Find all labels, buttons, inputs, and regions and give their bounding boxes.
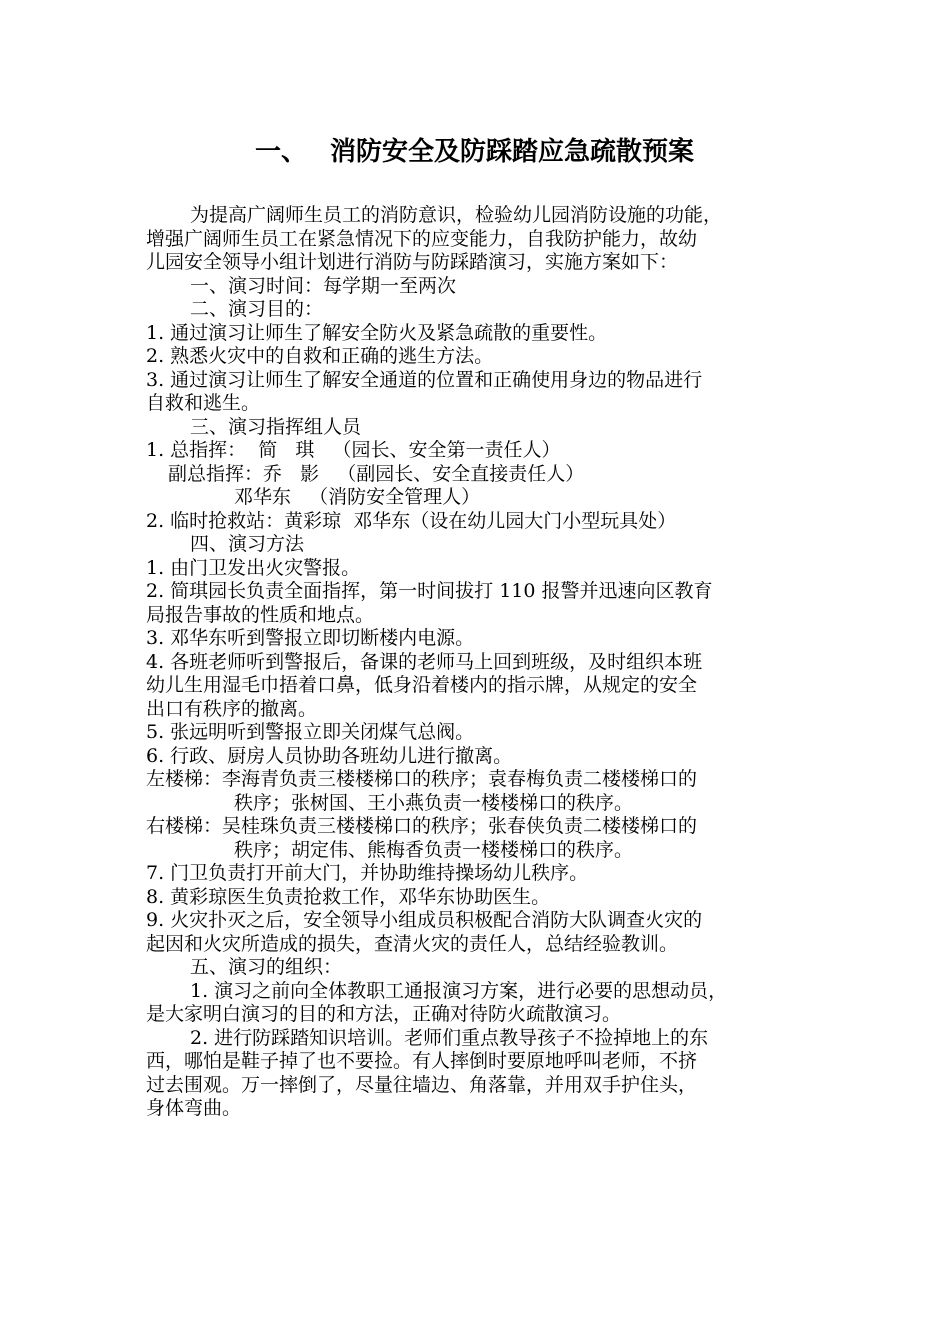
text-line: 2. 熟悉火灾中的自救和正确的逃生方法。 bbox=[146, 345, 494, 367]
text-line: 6. 行政、厨房人员协助各班幼儿进行撤离。 bbox=[146, 744, 513, 767]
text-line: 1. 通过演习让师生了解安全防火及紧急疏散的重要性。 bbox=[146, 321, 608, 344]
text-line: 3. 通过演习让师生了解安全通道的位置和正确使用身边的物品进行 bbox=[146, 368, 703, 391]
text-line: 一、演习时间：每学期一至两次 bbox=[190, 274, 457, 297]
text-line: 二、演习目的： bbox=[190, 298, 324, 320]
text-line: 3. 邓华东听到警报立即切断楼内电源。 bbox=[146, 627, 475, 649]
text-line: 8. 黄彩琼医生负责抢救工作，邓华东协助医生。 bbox=[146, 885, 551, 908]
text-line: 出口有秩序的撤离。 bbox=[146, 697, 318, 720]
text-line: 左楼梯：李海青负责三楼楼梯口的秩序；袁春梅负责二楼楼梯口的 bbox=[146, 768, 698, 790]
text-line: 为提高广阔师生员工的消防意识，检验幼儿园消防设施的功能， bbox=[190, 204, 723, 226]
text-line: 西，哪怕是鞋子掉了也不要捡。有人摔倒时要原地呼叫老师，不挤 bbox=[146, 1050, 698, 1072]
text-line: 2. 临时抢救站：黄彩琼 邓华东（设在幼儿园大门小型玩具处） bbox=[146, 509, 677, 532]
text-line: 五、演习的组织： bbox=[190, 956, 343, 978]
text-line: 2. 简琪园长负责全面指挥，第一时间拔打 110 报警并迅速向区教育 bbox=[146, 580, 713, 602]
document-title bbox=[0, 130, 950, 174]
text-line: 秩序；胡定伟、熊梅香负责一楼楼梯口的秩序。 bbox=[234, 838, 634, 861]
text-line: 右楼梯：吴桂珠负责三楼楼梯口的秩序；张春侠负责二楼楼梯口的 bbox=[146, 815, 698, 837]
text-line: 三、演习指挥组人员 bbox=[190, 415, 362, 438]
text-line: 是大家明白演习的目的和方法，正确对待防火疏散演习。 bbox=[146, 1003, 622, 1025]
text-line: 四、演习方法 bbox=[190, 533, 305, 555]
text-line: 起因和火灾所造成的损失，查清火灾的责任人，总结经验教训。 bbox=[146, 932, 679, 955]
text-line: 副总指挥：乔 影 （副园长、安全直接责任人） bbox=[168, 462, 585, 485]
text-line: 自救和逃生。 bbox=[146, 392, 261, 414]
text-line: 7. 门卫负责打开前大门，并协助维持操场幼儿秩序。 bbox=[146, 862, 589, 884]
text-line: 增强广阔师生员工在紧急情况下的应变能力，自我防护能力，故幼 bbox=[146, 227, 698, 250]
document-body bbox=[146, 204, 810, 1121]
text-line: 局报告事故的性质和地点。 bbox=[146, 603, 375, 626]
text-line: 身体弯曲。 bbox=[146, 1097, 242, 1119]
text-line: 幼儿生用湿毛巾捂着口鼻，低身沿着楼内的指示牌，从规定的安全 bbox=[146, 674, 698, 696]
text-line: 秩序；张树国、王小燕负责一楼楼梯口的秩序。 bbox=[234, 791, 634, 814]
text-line: 4. 各班老师听到警报后，备课的老师马上回到班级，及时组织本班 bbox=[146, 650, 703, 673]
text-line: 5. 张远明听到警报立即关闭煤气总阀。 bbox=[146, 721, 475, 743]
text-line: 9. 火灾扑灭之后，安全领导小组成员积极配合消防大队调查火灾的 bbox=[146, 909, 703, 931]
text-line: 1. 总指挥： 简 琪 （园长、安全第一责任人） bbox=[146, 439, 561, 461]
text-line: 过去围观。万一摔倒了，尽量往墙边、角落靠，并用双手护住头， bbox=[146, 1073, 698, 1096]
title-number: 一、 bbox=[255, 137, 308, 167]
text-line: 1. 由门卫发出火灾警报。 bbox=[146, 556, 361, 579]
text-line: 1. 演习之前向全体教职工通报演习方案，进行必要的思想动员， bbox=[190, 979, 728, 1002]
text-line: 2. 进行防踩踏知识培训。老师们重点教导孩子不捡掉地上的东 bbox=[190, 1026, 709, 1049]
title-text: 消防安全及防踩踏应急疏散预案 bbox=[330, 137, 695, 167]
text-line: 邓华东 （消防安全管理人） bbox=[234, 486, 481, 508]
text-line: 儿园安全领导小组计划进行消防与防踩踏演习，实施方案如下： bbox=[146, 251, 679, 273]
